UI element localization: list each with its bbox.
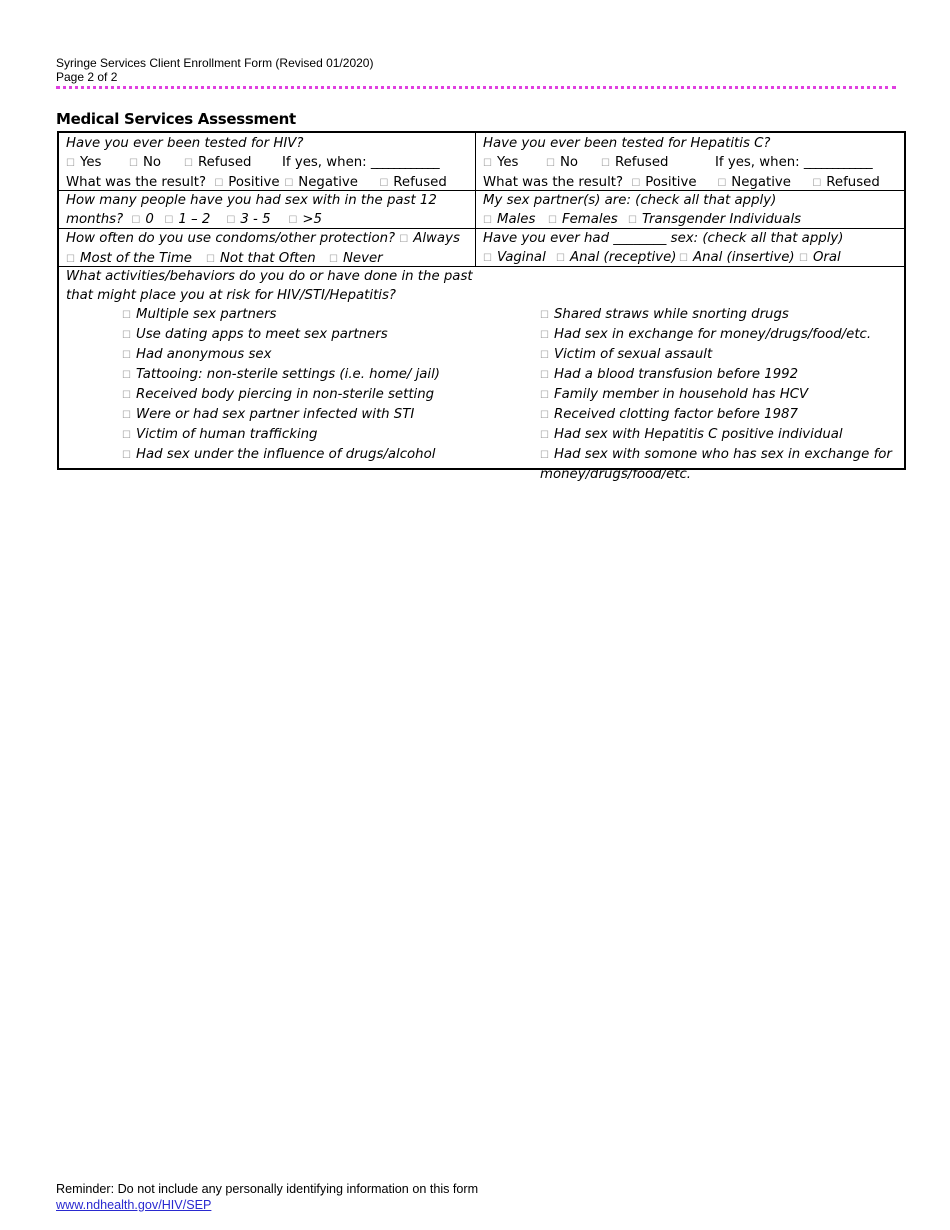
hiv-negative-checkbox[interactable]: ☐ Negative [284, 175, 358, 190]
risk-checkbox-item[interactable] [122, 425, 440, 445]
hiv-positive-checkbox[interactable]: ☐ Positive [214, 175, 280, 190]
condoms-not-often-checkbox[interactable]: ☐ Not that Often [206, 251, 316, 266]
risk-list-left [122, 305, 440, 465]
risk-item-label-cont: money/drugs/food/etc. [540, 467, 692, 482]
partner-type-question: My sex partner(s) are: (check all that apply) [483, 193, 777, 208]
risk-checkbox-item[interactable] [540, 385, 892, 405]
risk-item-label: Had sex in exchange for money/drugs/food/etc. [553, 327, 872, 342]
assessment-table [57, 131, 906, 482]
checkbox-icon: ☐ [122, 330, 131, 341]
checkbox-icon: ☐ [122, 390, 131, 401]
risk-checkbox-item[interactable] [122, 305, 440, 325]
partner-females-checkbox[interactable]: ☐ Females [548, 212, 618, 227]
risk-checkbox-item[interactable] [540, 425, 892, 445]
risk-question: What activities/behaviors do you do or have done in the past that might place you at risk for HIV/STI/Hepatitis? [66, 269, 473, 303]
hiv-result-refused-checkbox[interactable]: ☐ Refused [379, 175, 447, 190]
partner-males-checkbox[interactable]: ☐ Males [483, 212, 536, 227]
footer-link[interactable]: www.ndhealth.gov/HIV/SEP [56, 1198, 212, 1212]
partner-type-options [483, 210, 801, 230]
checkbox-icon: ☐ [540, 450, 549, 461]
hepc-negative-checkbox[interactable]: ☐ Negative [717, 175, 791, 190]
checkbox-icon: ☐ [540, 390, 549, 401]
hiv-tested-options [66, 153, 447, 173]
condoms-cell [66, 229, 460, 269]
hiv-question: Have you ever been tested for HIV? [66, 136, 304, 151]
risk-item-label: Were or had sex partner infected with STI [135, 407, 415, 422]
risk-item-label: Victim of human trafficking [135, 427, 318, 442]
hiv-when-field[interactable]: ____________ [370, 155, 439, 170]
risk-checkbox-item[interactable] [540, 305, 892, 325]
checkbox-icon: ☐ [122, 450, 131, 461]
risk-item-label: Received clotting factor before 1987 [553, 407, 798, 422]
risk-item-label: Family member in household has HCV [553, 387, 809, 402]
checkbox-icon: ☐ [122, 370, 131, 381]
document-header [56, 56, 373, 84]
sex-anal-receptive-checkbox[interactable]: ☐ Anal (receptive) [556, 250, 677, 265]
hepc-result-refused-checkbox[interactable]: ☐ Refused [812, 175, 880, 190]
condoms-question-row [66, 229, 460, 249]
hiv-yes-checkbox[interactable]: ☐ Yes [66, 155, 102, 170]
partners-0-checkbox[interactable]: ☐ 0 [131, 212, 154, 227]
checkbox-icon: ☐ [122, 310, 131, 321]
partner-transgender-checkbox[interactable]: ☐ Transgender Individuals [628, 212, 802, 227]
risk-item-label: Had sex with somone who has sex in exchange for [553, 447, 892, 462]
sex-type-question: Have you ever had ________ sex: (check all that apply) [483, 231, 844, 246]
hiv-cell [66, 134, 447, 193]
risk-checkbox-item[interactable] [540, 325, 892, 345]
hepc-positive-checkbox[interactable]: ☐ Positive [631, 175, 697, 190]
partners-gt5-checkbox[interactable]: ☐ >5 [288, 212, 322, 227]
risk-checkbox-item[interactable] [122, 365, 440, 385]
hepc-refused-checkbox[interactable]: ☐ Refused [601, 155, 669, 170]
risk-checkbox-item[interactable] [122, 345, 440, 365]
hepc-when-field[interactable]: ____________ [803, 155, 872, 170]
risk-checkbox-item[interactable] [540, 445, 892, 465]
partners-3-5-checkbox[interactable]: ☐ 3 - 5 [226, 212, 271, 227]
partner-type-cell [483, 191, 801, 230]
hepc-question: Have you ever been tested for Hepatitis C? [483, 136, 771, 151]
risk-item-label: Use dating apps to meet sex partners [135, 327, 388, 342]
sex-vaginal-checkbox[interactable]: ☐ Vaginal [483, 250, 546, 265]
condoms-most-checkbox[interactable]: ☐ Most of the Time [66, 251, 192, 266]
checkbox-icon: ☐ [122, 350, 131, 361]
sex-type-options [483, 248, 843, 268]
hepc-result-label: What was the result? [483, 175, 624, 190]
hiv-when-label: If yes, when: [282, 155, 367, 170]
risk-item-label: Victim of sexual assault [553, 347, 713, 362]
risk-checkbox-item[interactable] [540, 365, 892, 385]
hepc-cell [483, 134, 880, 193]
risk-checkbox-item[interactable] [122, 405, 440, 425]
risk-item-label: Tattooing: non-sterile settings (i.e. home/ jail) [135, 367, 440, 382]
checkbox-icon: ☐ [122, 410, 131, 421]
checkbox-icon: ☐ [540, 330, 549, 341]
partners-count-cell [66, 191, 437, 230]
partners-count-question-cont: months? [66, 212, 124, 227]
hepc-when-label: If yes, when: [715, 155, 800, 170]
section-title: Medical Services Assessment [56, 110, 296, 128]
risk-checkbox-item[interactable] [122, 325, 440, 345]
sex-anal-insertive-checkbox[interactable]: ☐ Anal (insertive) [679, 250, 795, 265]
checkbox-icon: ☐ [122, 430, 131, 441]
page-number: Page 2 of 2 [56, 70, 118, 84]
sex-oral-checkbox[interactable]: ☐ Oral [799, 250, 841, 265]
checkbox-icon: ☐ [540, 430, 549, 441]
checkbox-icon: ☐ [540, 350, 549, 361]
condoms-options [66, 249, 460, 269]
footer-reminder: Reminder: Do not include any personally identifying information on this form [56, 1182, 479, 1196]
hepc-tested-options [483, 153, 880, 173]
partners-count-options [66, 210, 437, 230]
risk-item-label: Had anonymous sex [135, 347, 272, 362]
checkbox-icon: ☐ [540, 310, 549, 321]
condoms-always-checkbox[interactable]: ☐ Always [399, 231, 460, 246]
partners-count-question: How many people have you had sex with in the past 12 [66, 193, 437, 208]
footer [56, 1181, 478, 1213]
risk-list-right [540, 305, 892, 484]
risk-checkbox-item[interactable] [122, 385, 440, 405]
hiv-refused-checkbox[interactable]: ☐ Refused [184, 155, 252, 170]
hepc-yes-checkbox[interactable]: ☐ Yes [483, 155, 519, 170]
column-divider [475, 133, 476, 266]
risk-item-label: Received body piercing in non-sterile setting [135, 387, 435, 402]
risk-item-label: Had sex with Hepatitis C positive individual [553, 427, 843, 442]
hiv-no-checkbox[interactable]: ☐ No [129, 155, 162, 170]
risk-checkbox-item[interactable] [540, 345, 892, 365]
hepc-no-checkbox[interactable]: ☐ No [546, 155, 579, 170]
risk-item-label: Had a blood transfusion before 1992 [553, 367, 799, 382]
condoms-never-checkbox[interactable]: ☐ Never [329, 251, 383, 266]
risk-checkbox-item[interactable] [540, 405, 892, 425]
risk-item-label: Shared straws while snorting drugs [553, 307, 789, 322]
risk-item-label: Had sex under the influence of drugs/alcohol [135, 447, 436, 462]
hiv-result-row [66, 173, 447, 193]
checkbox-icon: ☐ [540, 410, 549, 421]
form-title: Syringe Services Client Enrollment Form (Revised 01/2020) [56, 56, 374, 70]
checkbox-icon: ☐ [540, 370, 549, 381]
hepc-result-row [483, 173, 880, 193]
partners-1-2-checkbox[interactable]: ☐ 1 – 2 [164, 212, 211, 227]
risk-checkbox-item[interactable] [122, 445, 440, 465]
hiv-result-label: What was the result? [66, 175, 207, 190]
sex-type-cell [483, 229, 843, 268]
risk-item-label: Multiple sex partners [135, 307, 277, 322]
condoms-question: How often do you use condoms/other protection? [66, 231, 396, 246]
header-divider [56, 86, 896, 89]
